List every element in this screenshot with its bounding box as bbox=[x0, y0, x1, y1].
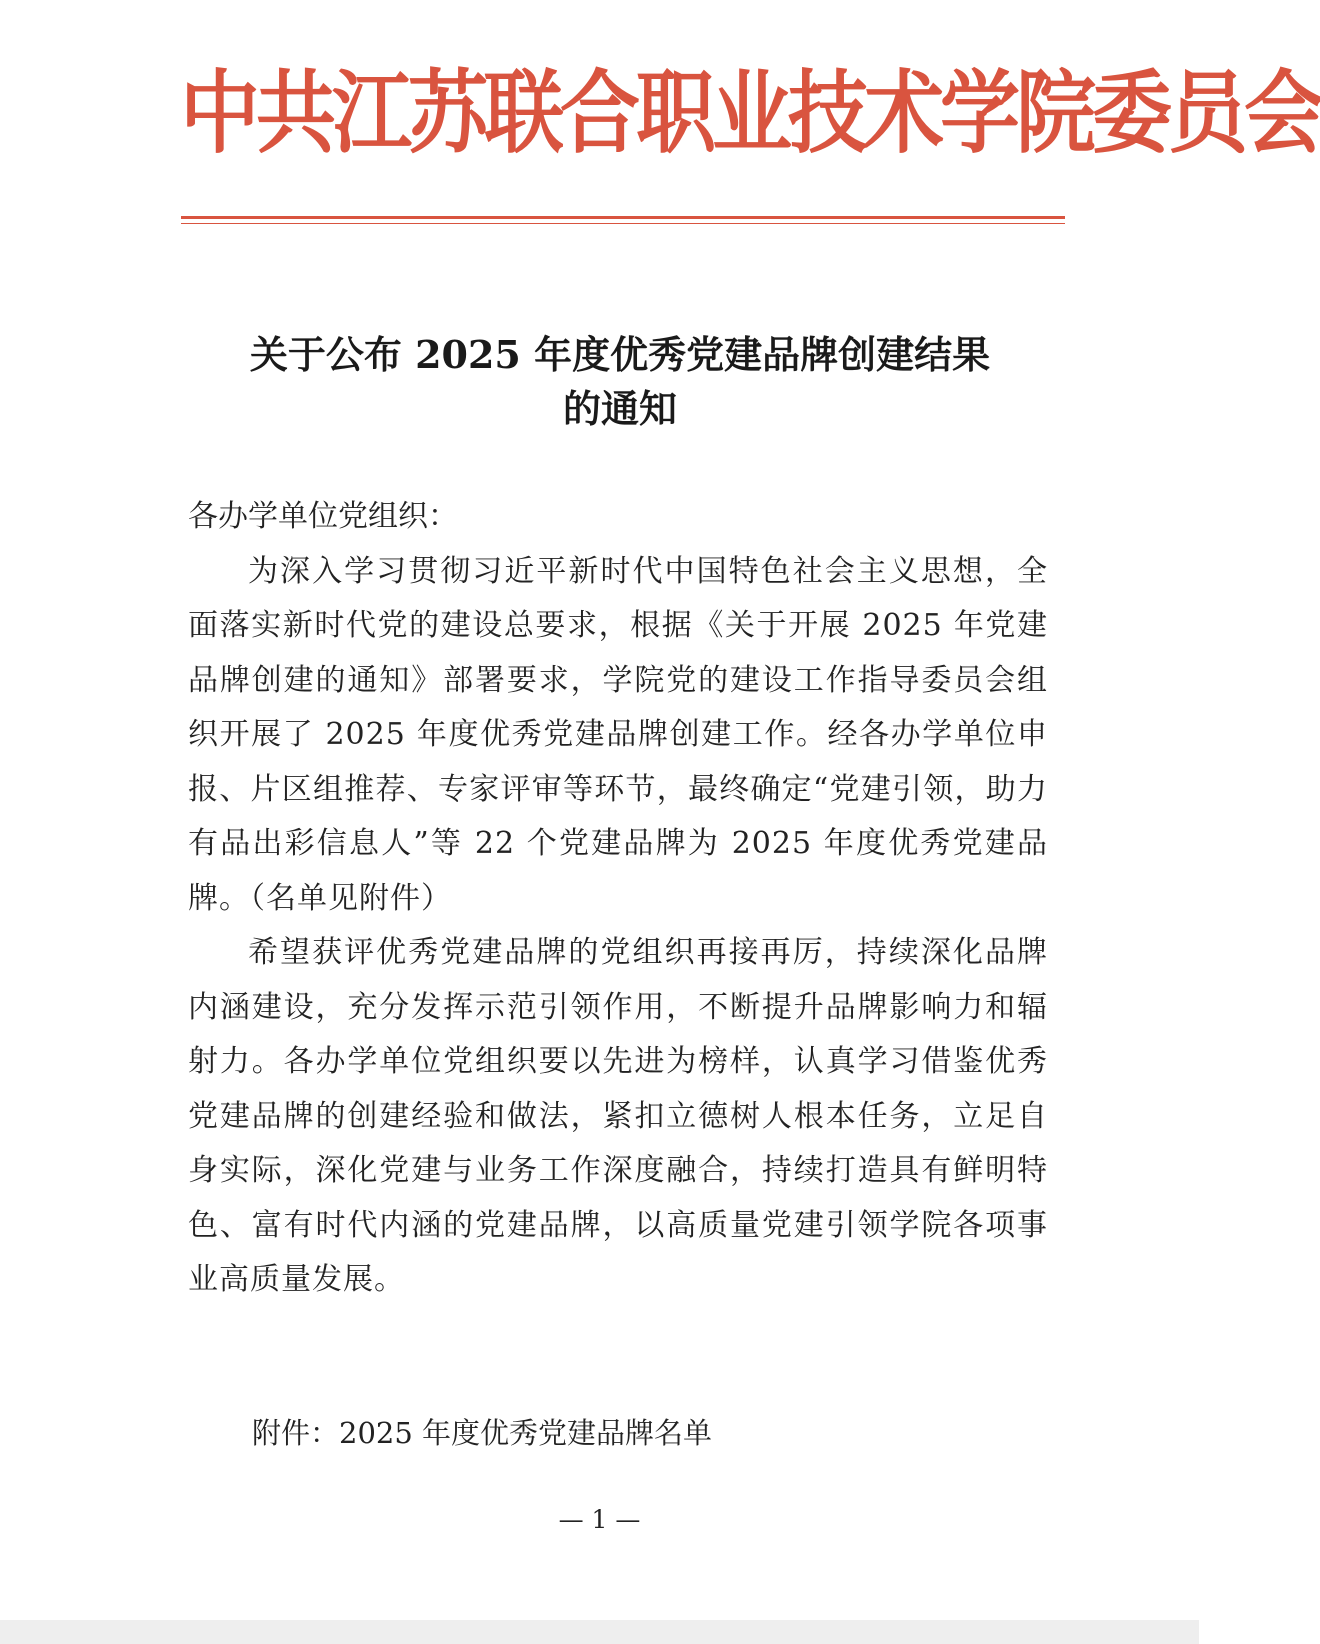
body-paragraph-1: 为深入学习贯彻习近平新时代中国特色社会主义思想，全面落实新时代党的建设总要求，根据《关于开展 2025 年党建品牌创建的通知》部署要求，学院党的建设工作指导委员会组织开展了 2025 年度优秀党建品牌创建工作。经各办学单位申报、片区组推荐、专家评审等环节，最终确定“党建引领，助力有品出彩信息人”等 22 个党建品牌为 2025 年度优秀党建品牌。（名单见附件） bbox=[188, 553, 1048, 916]
body-paragraph-2: 希望获评优秀党建品牌的党组织再接再厉，持续深化品牌内涵建设，充分发挥示范引领作用，不断提升品牌影响力和辐射力。各办学单位党组织要以先进为榜样，认真学习借鉴优秀党建品牌的创建经验和做法，紧扣立德树人根本任务，立足自身实际，深化党建与业务工作深度融合，持续打造具有鲜明特色、富有时代内涵的党建品牌，以高质量党建引领学院各项事业高质量发展。 bbox=[188, 935, 1048, 1297]
masthead-red-rule bbox=[181, 216, 1065, 219]
document-title-line-2: 的通知 bbox=[562, 386, 677, 431]
masthead-organization-name: 中共江苏联合职业技术学院委员会 bbox=[180, 61, 1320, 166]
attachment-note: 附件：2025 年度优秀党建品牌名单 bbox=[252, 1416, 713, 1450]
page-number: — 1 — bbox=[558, 1505, 641, 1534]
viewer-bottom-strip bbox=[0, 1620, 1199, 1644]
document-title-line-1: 关于公布 2025 年度优秀党建品牌创建结果 bbox=[249, 332, 991, 377]
salutation: 各办学单位党组织： bbox=[188, 499, 458, 534]
document-body bbox=[188, 490, 1048, 1308]
masthead-red-rule-thin bbox=[181, 223, 1065, 224]
document-title bbox=[140, 328, 1100, 436]
